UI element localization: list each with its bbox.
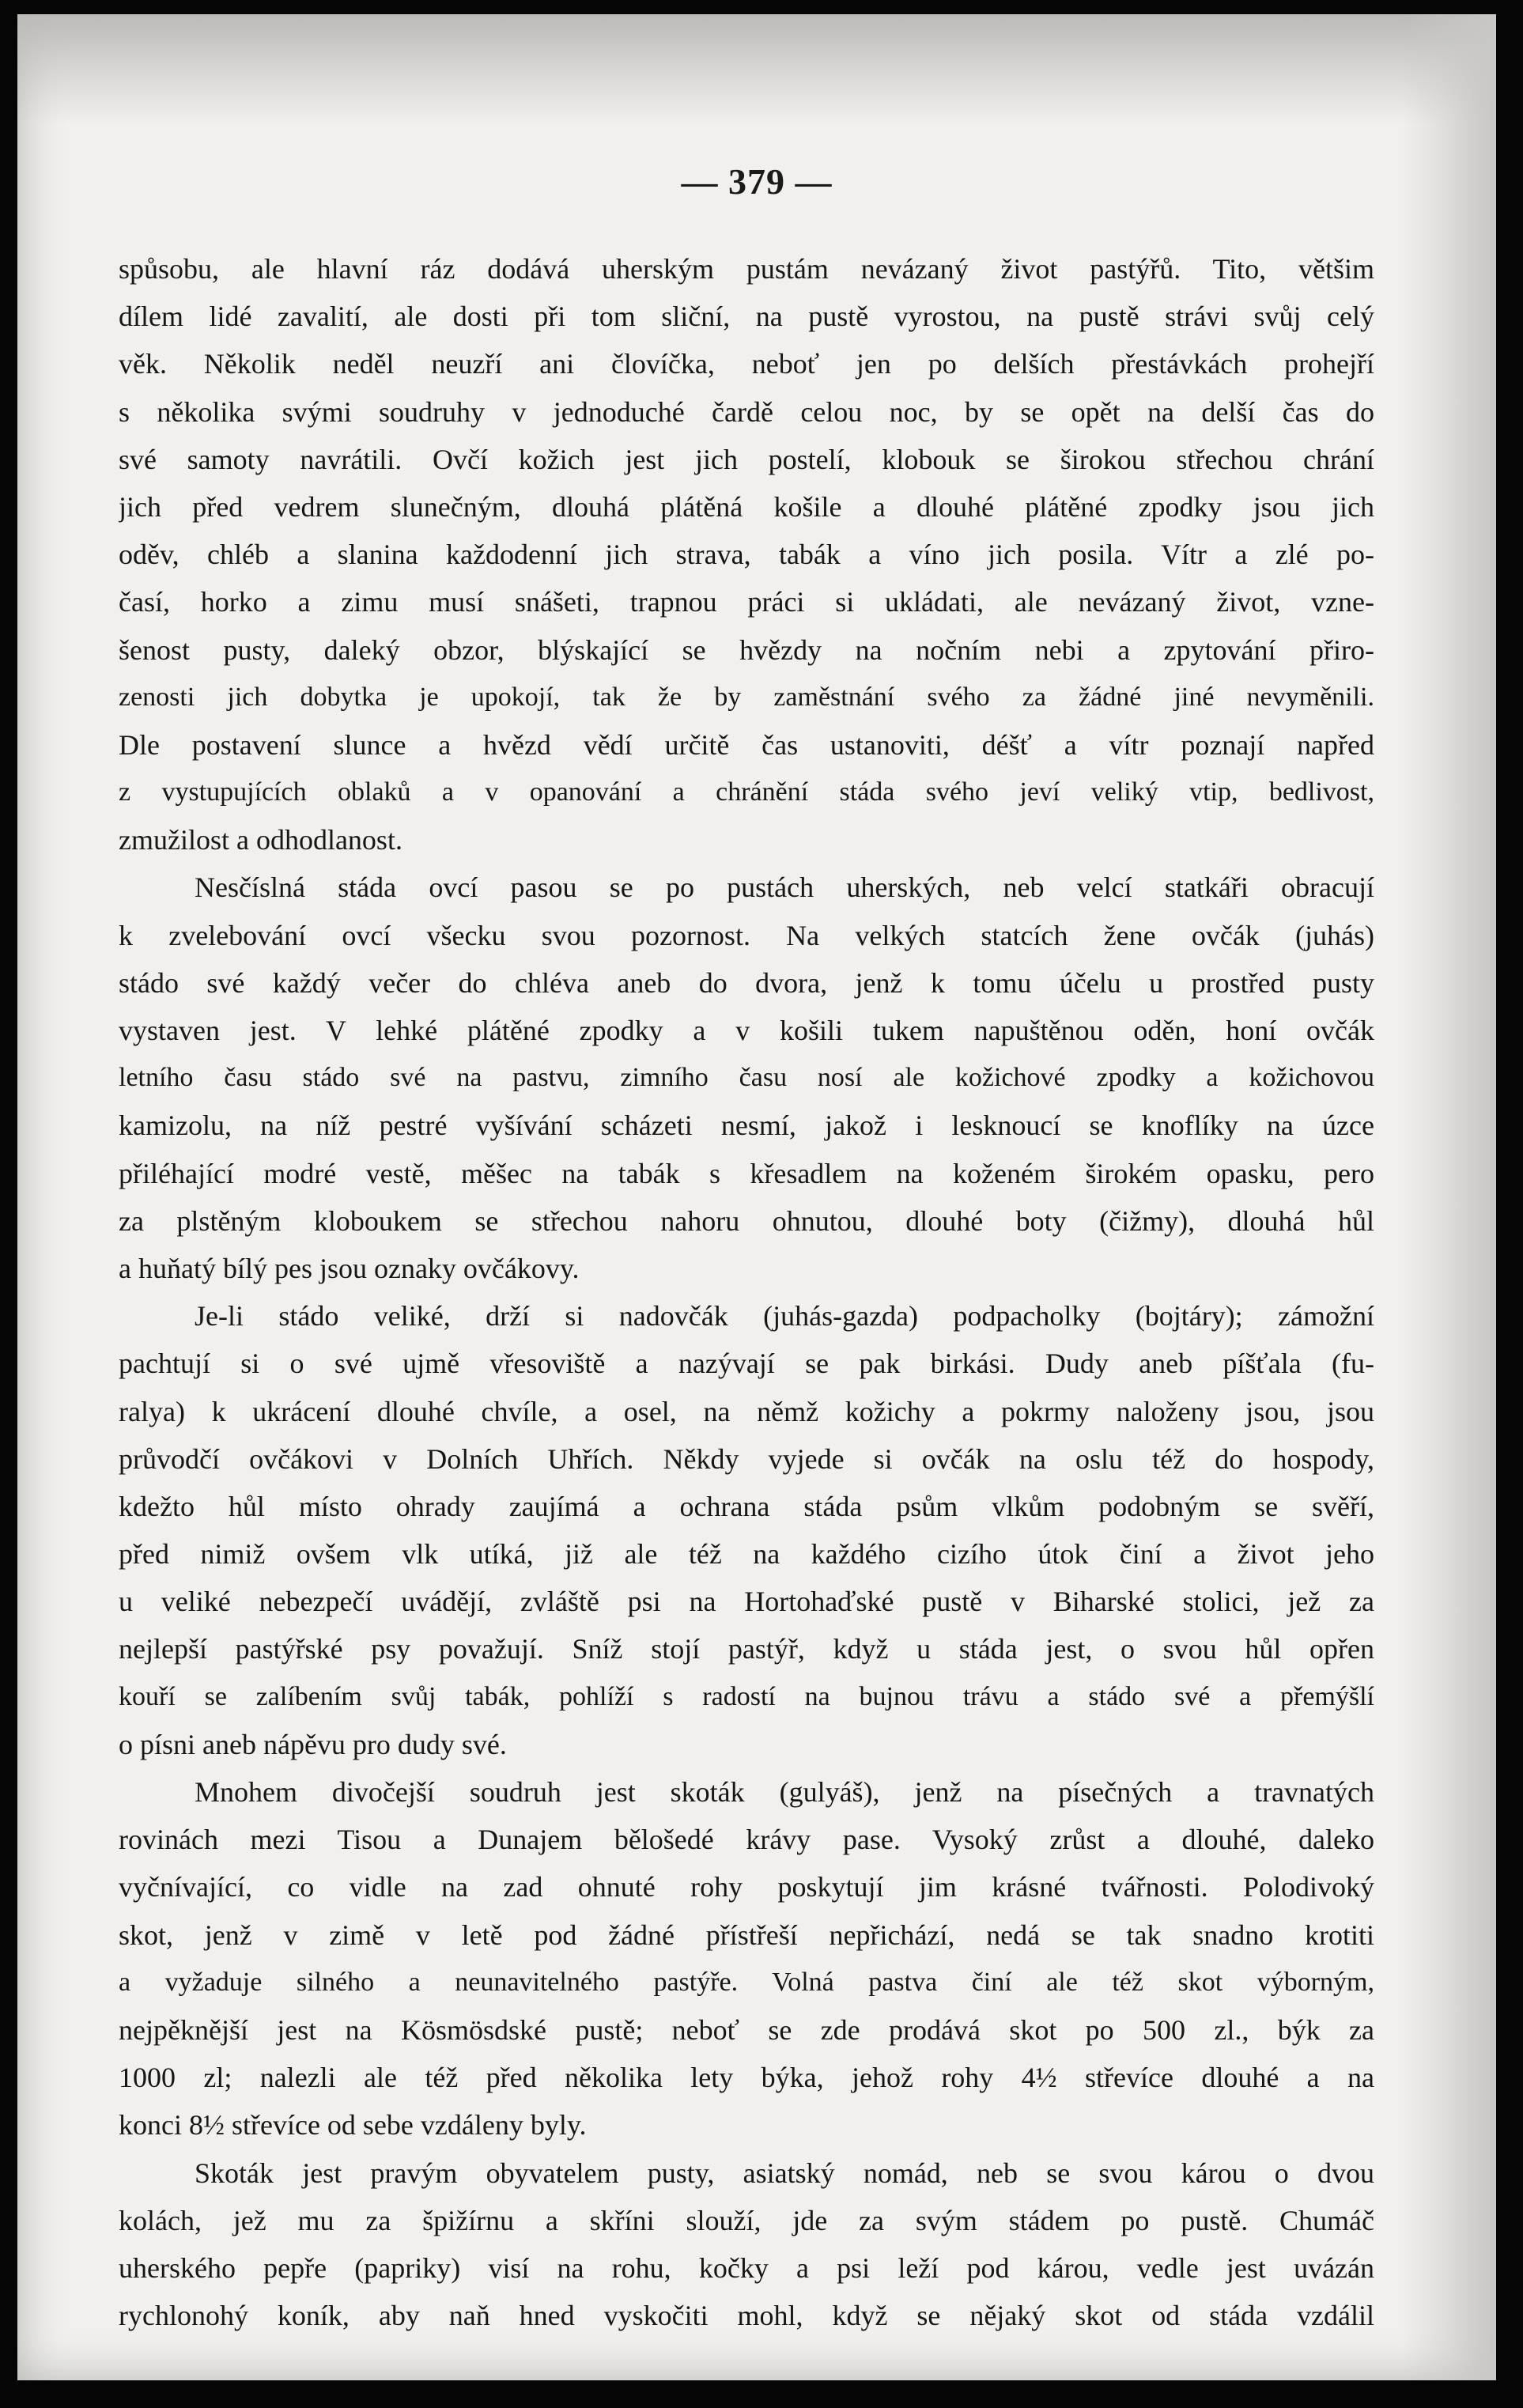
text-line: průvodčí ovčákovi v Dolních Uhřích. Někdy vyjede si ovčák na oslu též do hospody,	[119, 1442, 1374, 1475]
text-line: spůsobu, ale hlavní ráz dodává uherským pustám nevázaný život pastýřů. Tito, většim	[119, 253, 1374, 285]
text-line: vystaven jest. V lehké plátěné zpodky a v košili tukem napuštěnou oděn, honí ovčák	[119, 1015, 1374, 1046]
text-line: stádo své každý večer do chléva aneb do dvora, jenž k tomu účelu u prostřed pusty	[119, 966, 1374, 999]
text-line: věk. Několik neděl neuzří ani človíčka, neboť jen po delších přestávkách prohejří	[119, 348, 1374, 380]
text-line: své samoty navrátili. Ovčí kožich jest jich postelí, klobouk se širokou střechou chrání	[119, 443, 1374, 475]
body-text	[119, 245, 1374, 2339]
text-line: dílem lidé zavalití, ale dosti při tom sliční, na pustě vyrostou, na pustě strávi svůj celý	[119, 301, 1374, 333]
text-line: a vyžaduje silného a neunavitelného pastýře. Volná pastva činí ale též skot výborným,	[119, 1967, 1374, 1997]
text-line: pachtují si o své ujmě vřesoviště a nazývají se pak birkási. Dudy aneb píšťala (fu-	[119, 1348, 1374, 1380]
text-line: oděv, chléb a slanina každodenní jich strava, tabák a víno jich posila. Vítr a zlé po-	[119, 539, 1374, 571]
text-line: a huňatý bílý pes jsou oznaky ovčákovy.	[119, 1252, 580, 1284]
text-line: před nimiž ovšem vlk utíká, již ale též na každého cizího útok činí a život jeho	[119, 1538, 1374, 1571]
text-line: nejpěknější jest na Kösmösdské pustě; neboť se zde prodává skot po 500 zl., býk za	[119, 2013, 1374, 2046]
text-line: zmužilost a odhodlanost.	[119, 824, 402, 856]
text-line: Dle postavení slunce a hvězd vědí určitě čas ustanoviti, déšť a vítr poznají napřed	[119, 728, 1374, 761]
text-line: letního času stádo své na pastvu, zimního času nosí ale kožichové zpodky a kožichovou	[119, 1063, 1374, 1093]
text-line: vyčnívající, co vidle na zad ohnuté rohy poskytují jim krásné tvářnosti. Polodivoký	[119, 1871, 1374, 1903]
text-line: za plstěným kloboukem se střechou nahoru ohnutou, dlouhé boty (čižmy), dlouhá hůl	[119, 1204, 1374, 1237]
text-line: nejlepší pastýřské psy považují. Sníž stojí pastýř, když u stáda jest, o svou hůl opřen	[119, 1633, 1374, 1665]
text-line: kamizolu, na níž pestré vyšívání scházeti nesmí, jakož i lesknoucí se knoflíky na úzce	[119, 1109, 1374, 1142]
text-line: s několika svými soudruhy v jednoduché čardě celou noc, by se opět na delší čas do	[119, 395, 1374, 428]
text-line: o písni aneb nápěvu pro dudy své.	[119, 1728, 507, 1760]
text-line: skot, jenž v zimě v letě pod žádné přístřeší nepřichází, nedá se tak snadno krotiti	[119, 1918, 1374, 1951]
text-line: z vystupujících oblaků a v opanování a chránění stáda svého jeví veliký vtip, bedlivost,	[119, 777, 1374, 807]
text-line: šenost pusty, daleký obzor, blýskající se hvězdy na nočním nebi a zpytování přiro-	[119, 633, 1374, 666]
text-line: uherského pepře (papriky) visí na rohu, kočky a psi leží pod károu, vedle jest uvázán	[119, 2251, 1374, 2284]
text-line: u veliké nebezpečí uvádějí, zvláště psi na Hortohaďské pustě v Biharské stolici, jež za	[119, 1586, 1374, 1618]
book-page	[17, 14, 1496, 2380]
text-line: kdežto hůl místo ohrady zaujímá a ochrana stáda psům vlkům podobným se svěří,	[119, 1490, 1374, 1522]
text-line: přiléhající modré vestě, měšec na tabák s křesadlem na koženém širokém opasku, pero	[119, 1157, 1374, 1189]
text-line: k zvelebování ovcí všecku svou pozornost. Na velkých statcích žene ovčák (juhás)	[119, 919, 1374, 951]
text-line: rovinách mezi Tisou a Dunajem bělošedé krávy pase. Vysoký zrůst a dlouhé, daleko	[119, 1824, 1374, 1856]
text-line: Skoták jest pravým obyvatelem pusty, asiatský nomád, neb se svou károu o dvou	[195, 2157, 1374, 2189]
text-line: časí, horko a zimu musí snášeti, trapnou práci si ukládati, ale nevázaný život, vzne-	[119, 586, 1374, 618]
text-line: ralya) k ukrácení dlouhé chvíle, a osel, na němž kožichy a pokrmy naloženy jsou, jsou	[119, 1395, 1374, 1427]
text-line: 1000 zl; nalezli ale též před několika lety býka, jehož rohy 4½ střevíce dlouhé a na	[119, 2062, 1374, 2094]
text-line: jich před vedrem slunečným, dlouhá plátěná košile a dlouhé plátěné zpodky jsou jich	[119, 490, 1374, 523]
text-line: Nesčíslná stáda ovcí pasou se po pustách uherských, neb velcí statkáři obracují	[195, 871, 1374, 904]
text-line: Mnohem divočejší soudruh jest skoták (gulyáš), jenž na písečných a travnatých	[195, 1776, 1374, 1808]
text-line: zenosti jich dobytka je upokojí, tak že by zaměstnání svého za žádné jiné nevyměnili.	[119, 682, 1374, 712]
text-line: Je-li stádo veliké, drží si nadovčák (juhás-gazda) podpacholky (bojtáry); zámožní	[195, 1300, 1374, 1333]
text-line: rychlonohý koník, aby naň hned vyskočiti mohl, když se nějaký skot od stáda vzdálil	[119, 2300, 1374, 2332]
text-line: kouří se zalíbením svůj tabák, pohlíží s radostí na bujnou trávu a stádo své a přemýšlí	[119, 1681, 1374, 1711]
text-line: konci 8½ střevíce od sebe vzdáleny byly.	[119, 2109, 587, 2141]
page-number: — 379 —	[681, 161, 833, 202]
text-line: kolách, jež mu za špižírnu a skříni slouží, jde za svým stádem po pustě. Chumáč	[119, 2204, 1374, 2236]
